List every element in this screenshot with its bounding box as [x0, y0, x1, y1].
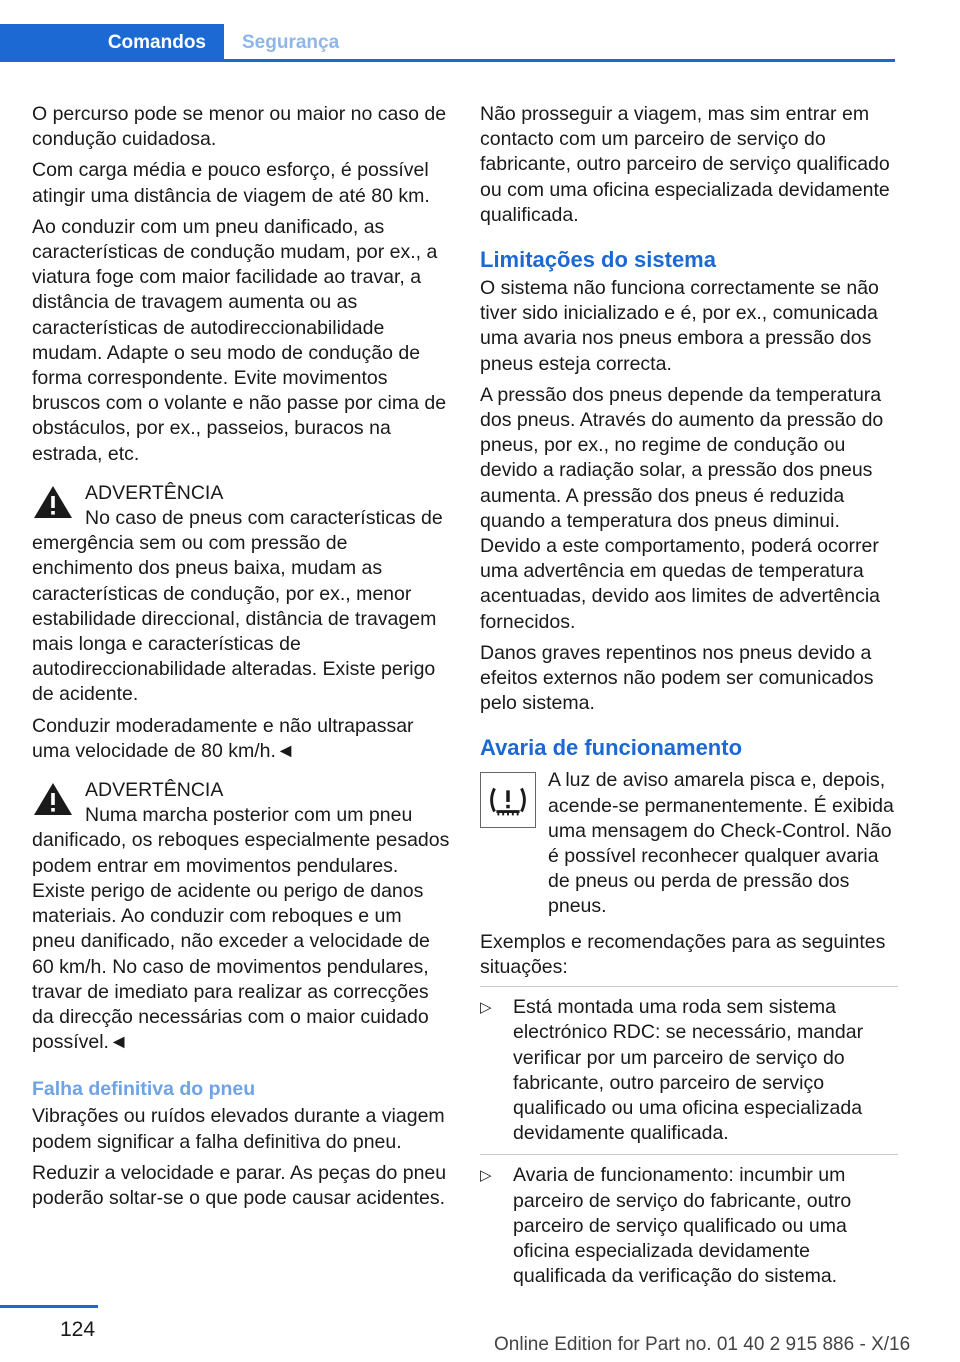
tire-pressure-warning-icon	[480, 772, 536, 828]
list-item: ▷ Avaria de funcionamento: incumbir um parceiro de serviço do fabricante, outro parceiro de serviço qualificado ou uma oficina especializada devidamente qualificada da verificação do sistema.	[480, 1154, 898, 1289]
warning-block	[32, 778, 450, 1055]
paragraph: Danos graves repentinos nos pneus devido a efeitos externos não podem ser comunicados pelo sistema.	[480, 641, 874, 715]
paragraph: Reduzir a velocidade e parar. As peças do pneu poderão soltar-se o que pode causar acidentes.	[32, 1161, 447, 1209]
paragraph: Com carga média e pouco esforço, é possível atingir uma distância de viagem de até 80 km.	[32, 159, 430, 207]
warning-text-first-line: No caso de pneus com características de	[85, 507, 443, 530]
warning-title: ADVERTÊNCIA	[85, 779, 224, 802]
warning-icon	[32, 483, 74, 521]
section-heading: Falha definitiva do pneu	[32, 1078, 256, 1101]
tpms-warning-block	[480, 768, 898, 919]
paragraph: Exemplos e recomendações para as seguintes situações:	[480, 930, 886, 978]
list-item: ▷ Está montada uma roda sem sistema electrónico RDC: se necessário, mandar verificar por um parceiro de serviço do fabricante, outro parceiro de serviço qualificado ou uma oficina especializada devidamente qualificada.	[480, 986, 898, 1146]
paragraph: Vibrações ou ruídos elevados durante a viagem podem significar a falha definitiva do pneu.	[32, 1105, 445, 1153]
right-column	[480, 102, 898, 1297]
tab-seguranca[interactable]: Segurança	[242, 32, 340, 53]
tab-comandos[interactable]: Comandos	[0, 24, 224, 62]
section-heading: Limitações do sistema	[480, 247, 716, 273]
footer-rule	[0, 1305, 98, 1308]
warning-text-first-line: Numa marcha posterior com um pneu	[85, 804, 413, 827]
paragraph: O percurso pode se menor ou maior no caso de condução cuidadosa.	[32, 103, 447, 151]
page-header	[0, 24, 895, 62]
warning-icon	[32, 780, 74, 818]
left-column	[32, 102, 450, 1217]
edition-note: Online Edition for Part no. 01 40 2 915 886 - X/16	[494, 1334, 911, 1355]
paragraph: Não prosseguir a viagem, mas sim entrar em contacto com um parceiro de serviço do fabricante, outro parceiro de serviço qualificado ou com uma oficina especializada devidamente qualificada.	[480, 103, 890, 226]
paragraph: A pressão dos pneus depende da temperatura dos pneus. Através do aumento da pressão do pneus, por ex., no regime de condução ou devido a radiação solar, a pressão dos pneus aumenta. A pressão dos pneus é reduzida quando a temperatura dos pneus diminui. Devido a este comportamento, poderá ocorrer uma advertência em quedas de temperatura acentuadas, devido aos limites de advertência fornecidos.	[480, 383, 884, 633]
bullet-list	[480, 986, 898, 1289]
warning-text: danificado, os reboques especialmente pesados podem entrar em movimentos pendulares. Existe perigo de acidente ou perigo de danos materiais. Ao conduzir com reboques e um pneu danificado, não exceder a velocidade de 60 km/h. No caso de movimentos pendulares, travar de imediato para realizar as correcções da direcção necessárias com o maior cuidado possível.◄	[32, 829, 450, 1054]
page-number: 124	[60, 1318, 96, 1341]
warning-instruction: Conduzir moderadamente e não ultrapassar uma velocidade de 80 km/h.◄	[32, 714, 414, 762]
warning-text: emergência sem ou com pressão de enchimento dos pneus baixa, mudam as características de condução, por ex., menor estabilidade direccional, distância de travagem mais longa e características de autodireccionabilidade alteradas. Existe perigo de acidente.	[32, 532, 437, 706]
paragraph: Ao conduzir com um pneu danificado, as características de condução mudam, por ex., a viatura foge com maior facilidade ao travar, a distância de travagem aumenta ou as características de autodireccionabilidade mudam. Adapte o seu modo de condução de forma correspondente. Evite movimentos bruscos com o volante e não passe por cima de obstáculos, por ex., passeios, buracos na estrada, etc.	[32, 215, 447, 465]
warning-block	[32, 481, 450, 764]
section-heading: Avaria de funcionamento	[480, 735, 743, 761]
triangle-bullet-icon: ▷	[480, 999, 492, 1017]
tpms-description: A luz de aviso amarela pisca e, depois, acende-se permanentemente. É exibida uma mensagem do Check-Control. Não é possível reconhecer qualquer avaria de pneus ou perda de pressão dos pneus.	[548, 769, 894, 918]
warning-title: ADVERTÊNCIA	[85, 481, 224, 504]
paragraph: O sistema não funciona correctamente se não tiver sido inicializado e é, por ex., comunicada uma avaria nos pneus embora a pressão dos pneus esteja correcta.	[480, 277, 879, 375]
triangle-bullet-icon: ▷	[480, 1167, 492, 1185]
